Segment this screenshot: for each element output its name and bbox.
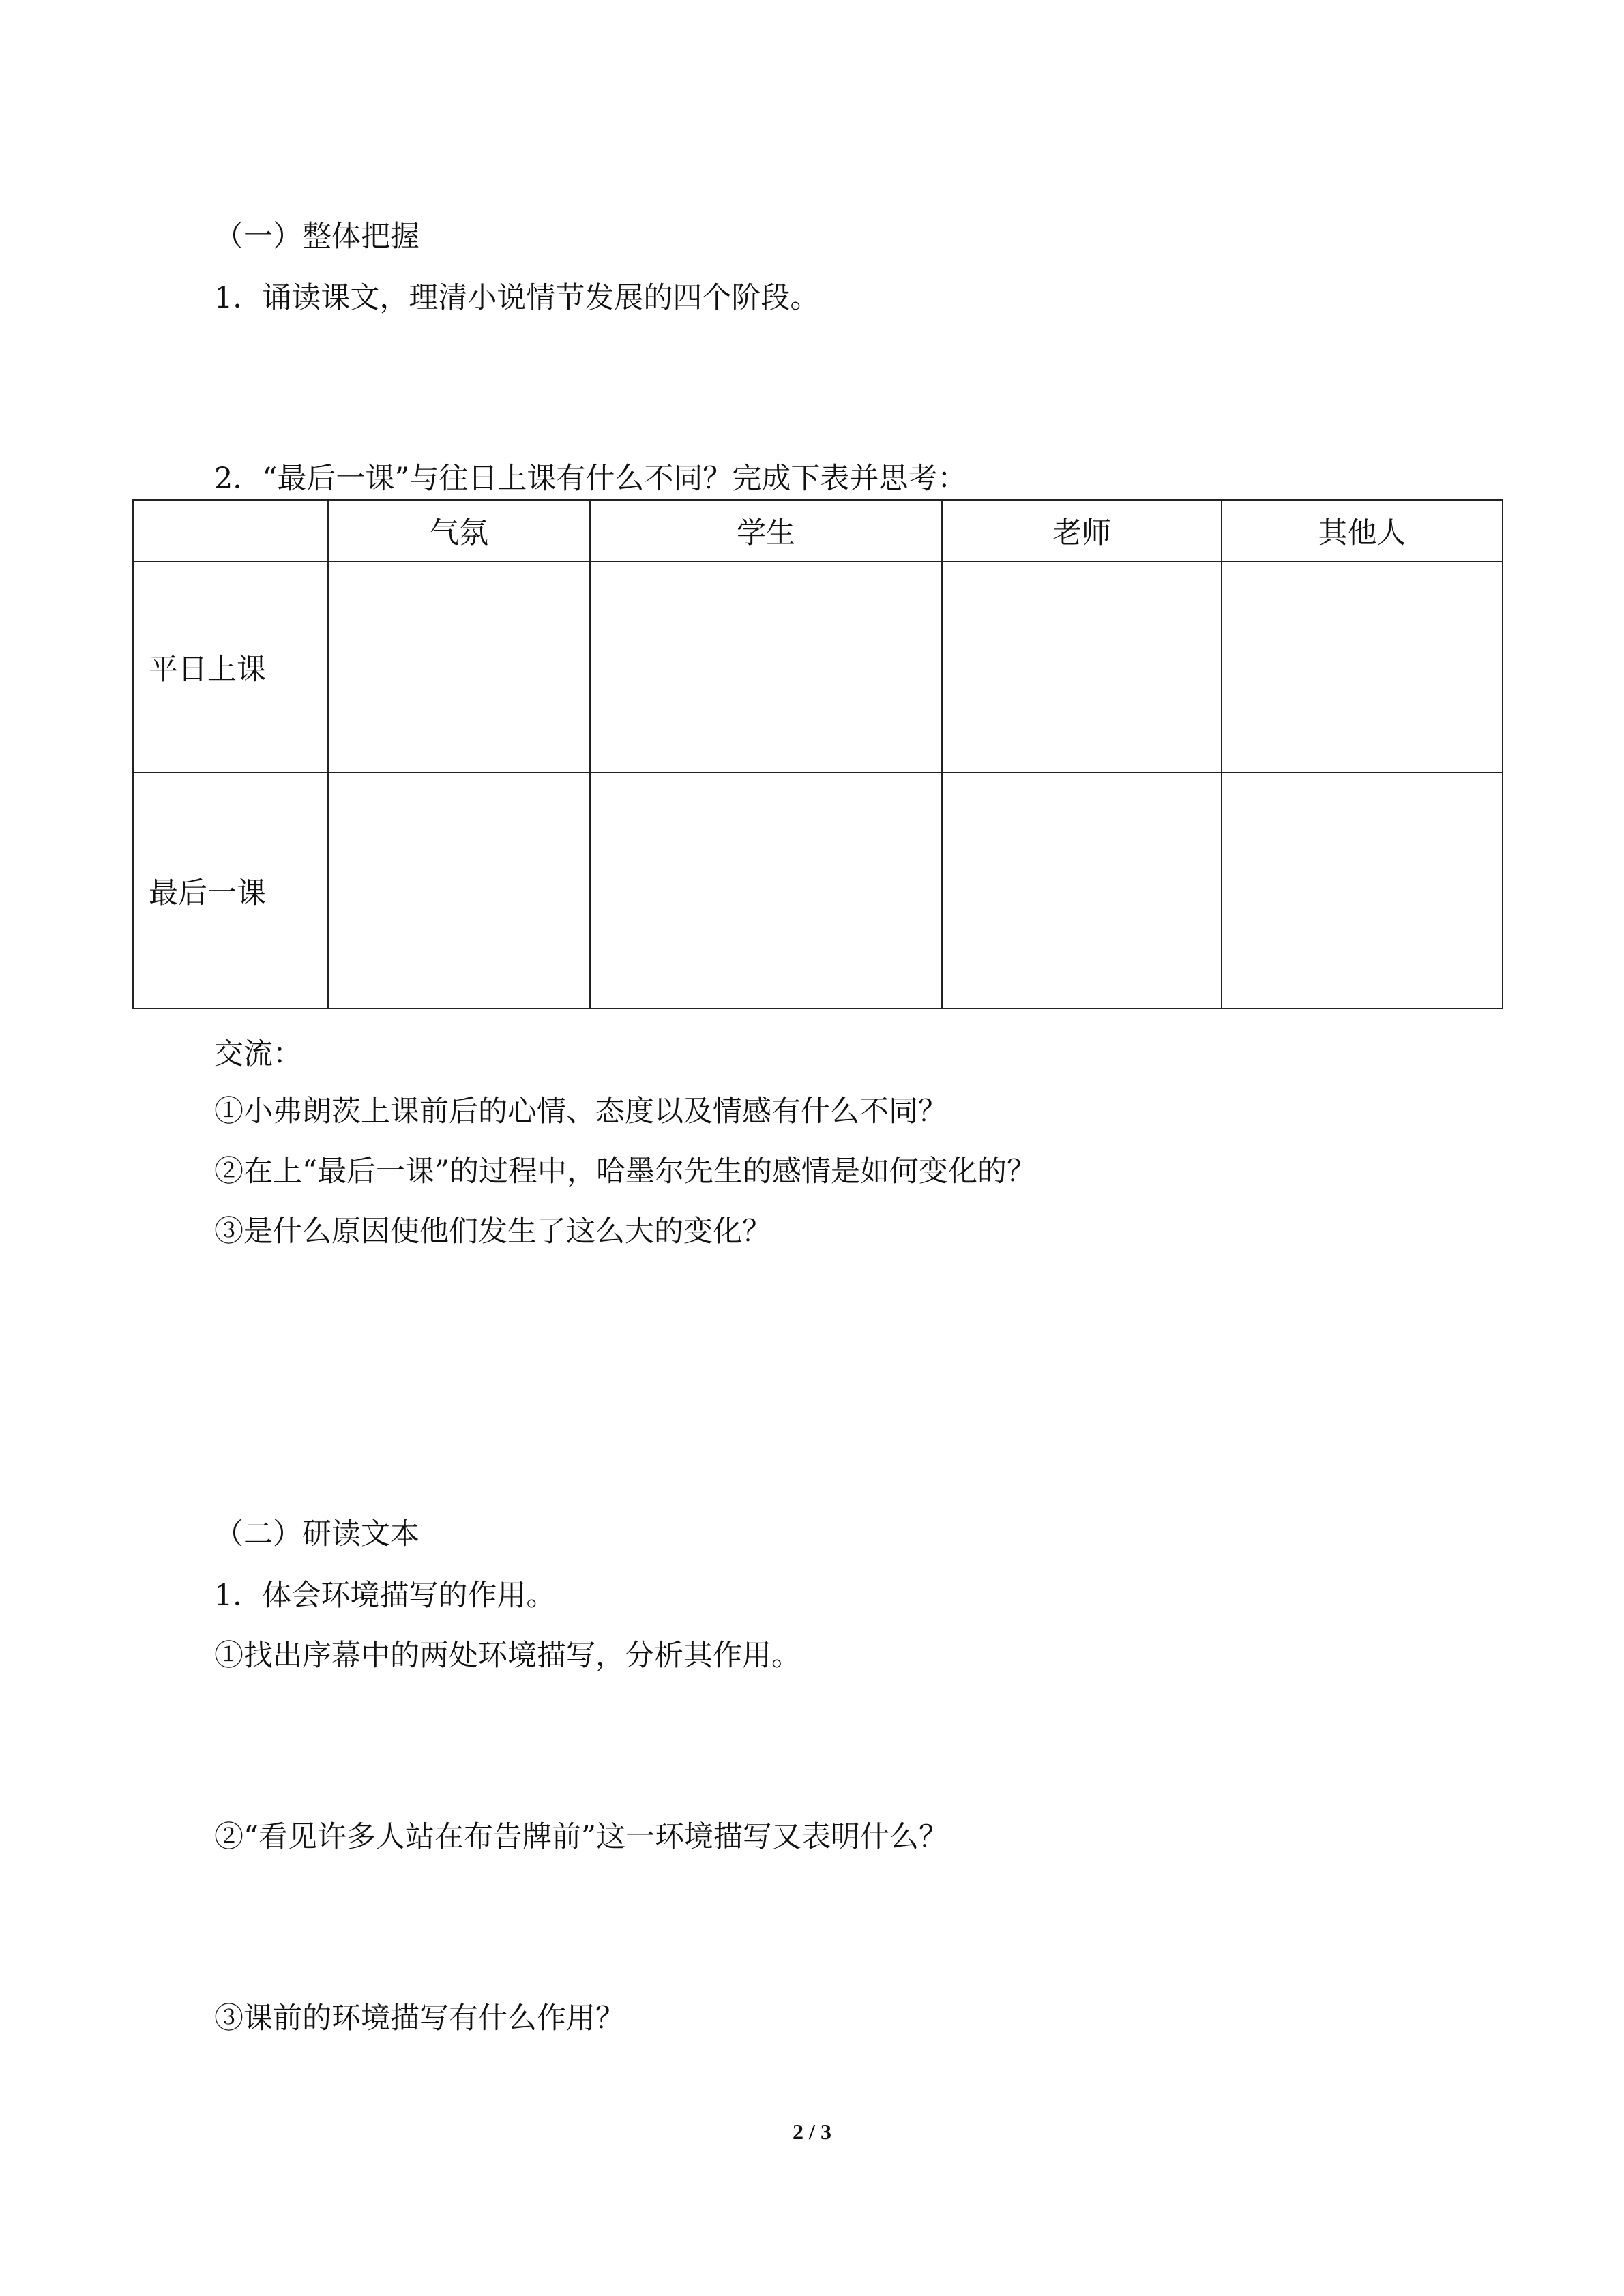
discussion-item: ①小弗朗茨上课前后的心情、态度以及情感有什么不同？: [214, 1094, 947, 1129]
table-cell: [328, 561, 590, 773]
comparison-table: [132, 499, 1503, 1009]
section2-item: ①找出序幕中的两处环境描写，分析其作用。: [214, 1639, 801, 1673]
table-cell: [328, 773, 590, 1009]
page-number: 2 / 3: [793, 2119, 831, 2144]
table-cell: [1222, 561, 1503, 773]
section2-title: （二）研读文本: [214, 1517, 419, 1551]
table-row: [133, 773, 1503, 1009]
row-label: 最后一课: [133, 773, 328, 1009]
table-cell: [942, 561, 1222, 773]
row-label: 平日上课: [133, 561, 328, 773]
discussion-item: ②在上“最后一课”的过程中，哈墨尔先生的感情是如何变化的？: [214, 1154, 1036, 1189]
table-header-cell: 老师: [942, 500, 1222, 561]
section1-title: （一）整体把握: [214, 220, 419, 254]
section2-question-1: 1．体会环境描写的作用。: [214, 1579, 556, 1613]
discussion-item: ③是什么原因使他们发生了这么大的变化？: [214, 1214, 771, 1249]
discussion-title: 交流：: [214, 1037, 302, 1071]
table-cell: [942, 773, 1222, 1009]
table-cell: [590, 773, 942, 1009]
section2-item: ③课前的环境描写有什么作用？: [214, 2001, 625, 2036]
table-header-cell: 气氛: [328, 500, 590, 561]
table-header-cell: 学生: [590, 500, 942, 561]
table-header-cell: 其他人: [1222, 500, 1503, 561]
table-cell: [1222, 773, 1503, 1009]
table-header-row: [133, 500, 1503, 561]
table-header-cell: [133, 500, 328, 561]
section2-item: ②“看见许多人站在布告牌前”这一环境描写又表明什么？: [214, 1820, 948, 1854]
section1-question-1: 1．诵读课文，理清小说情节发展的四个阶段。: [214, 281, 820, 315]
section1-question-2: 2．“最后一课”与往日上课有什么不同？完成下表并思考：: [214, 462, 967, 496]
table-cell: [590, 561, 942, 773]
table-row: [133, 561, 1503, 773]
